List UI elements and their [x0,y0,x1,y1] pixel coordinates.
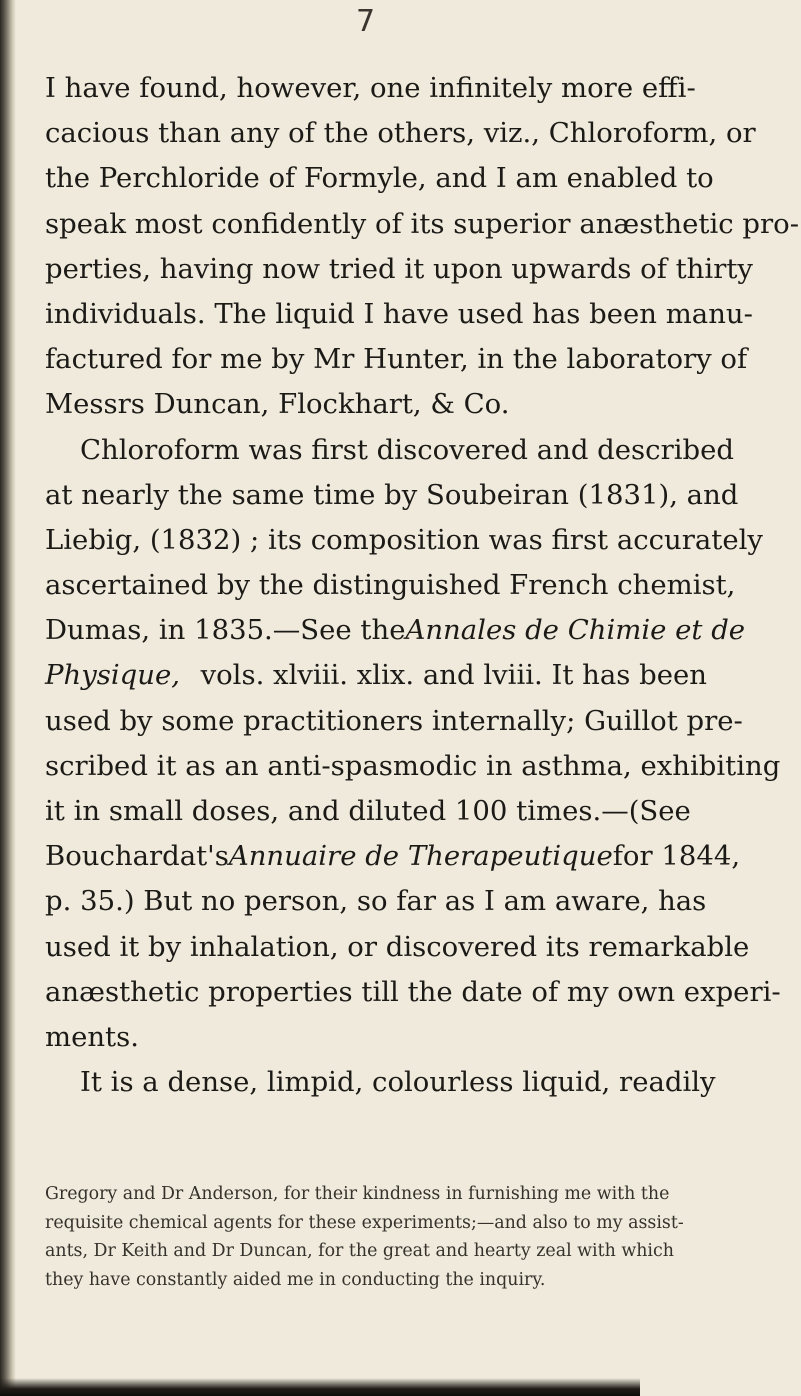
main-text [45,66,800,1105]
text-line: perties, having now tried it upon upwards of thirty [45,252,753,285]
page-number: 7 [356,4,376,39]
text-line: the Perchloride of Formyle, and I am enabled to [45,162,714,195]
text-line: speak most confidently of its superior anæsthetic pro- [45,207,800,240]
text-line: used by some practitioners internally; Guillot pre- [45,704,743,737]
text-line: it in small doses, and diluted 100 times.—(See [45,795,691,827]
footnote-line: requisite chemical agents for these experiments;—and also to my assist- [45,1212,684,1233]
page-bottom-edge [0,1378,640,1396]
text-line: It is a dense, limpid, colourless liquid, readily [80,1066,716,1099]
text-line: ascertained by the distinguished French chemist, [45,569,736,602]
text-line: anæsthetic properties till the date of my own experi- [45,975,781,1008]
book-title: Annuaire de Therapeutique [228,840,613,873]
footnote [45,1180,707,1294]
text-line: Liebig, (1832) ; its composition was first accurately [45,523,763,556]
book-binding-shadow [0,0,16,1396]
text-line: factured for me by Mr Hunter, in the laboratory of [45,343,748,376]
footnote-line: ants, Dr Keith and Dr Duncan, for the great and hearty zeal with which [45,1241,674,1261]
text-line: used it by inhalation, or discovered its remarkable [45,930,750,963]
text-line: Physique, vols. xlviii. xlix. and lviii. It has been [45,653,707,698]
text-line: I have found, however, one infinitely more effi- [45,72,696,104]
journal-title-cont: Physique, [45,659,180,692]
journal-title: Annales de Chimie et de [405,614,746,647]
text-line: Dumas, in 1835.—See the Annales de Chimie et de [45,608,707,653]
footnote-line: Gregory and Dr Anderson, for their kindness in furnishing me with the [45,1184,670,1204]
text-line: Bouchardat's Annuaire de Therapeutique for 1844, [45,834,707,879]
text-line: p. 35.) But no person, so far as I am aware, has [45,885,707,918]
text-line: at nearly the same time by Soubeiran (1831), and [45,478,739,511]
text-line: ments. [45,1020,139,1053]
text-line: Chloroform was first discovered and described [80,433,734,466]
text-line: individuals. The liquid I have used has been manu- [45,297,753,330]
footnote-line: they have constantly aided me in conducting the inquiry. [45,1269,546,1290]
text-line: Messrs Duncan, Flockhart, & Co. [45,388,510,421]
text-line: scribed it as an anti-spasmodic in asthma, exhibiting [45,749,781,782]
text-line: cacious than any of the others, viz., Chloroform, or [45,117,756,150]
